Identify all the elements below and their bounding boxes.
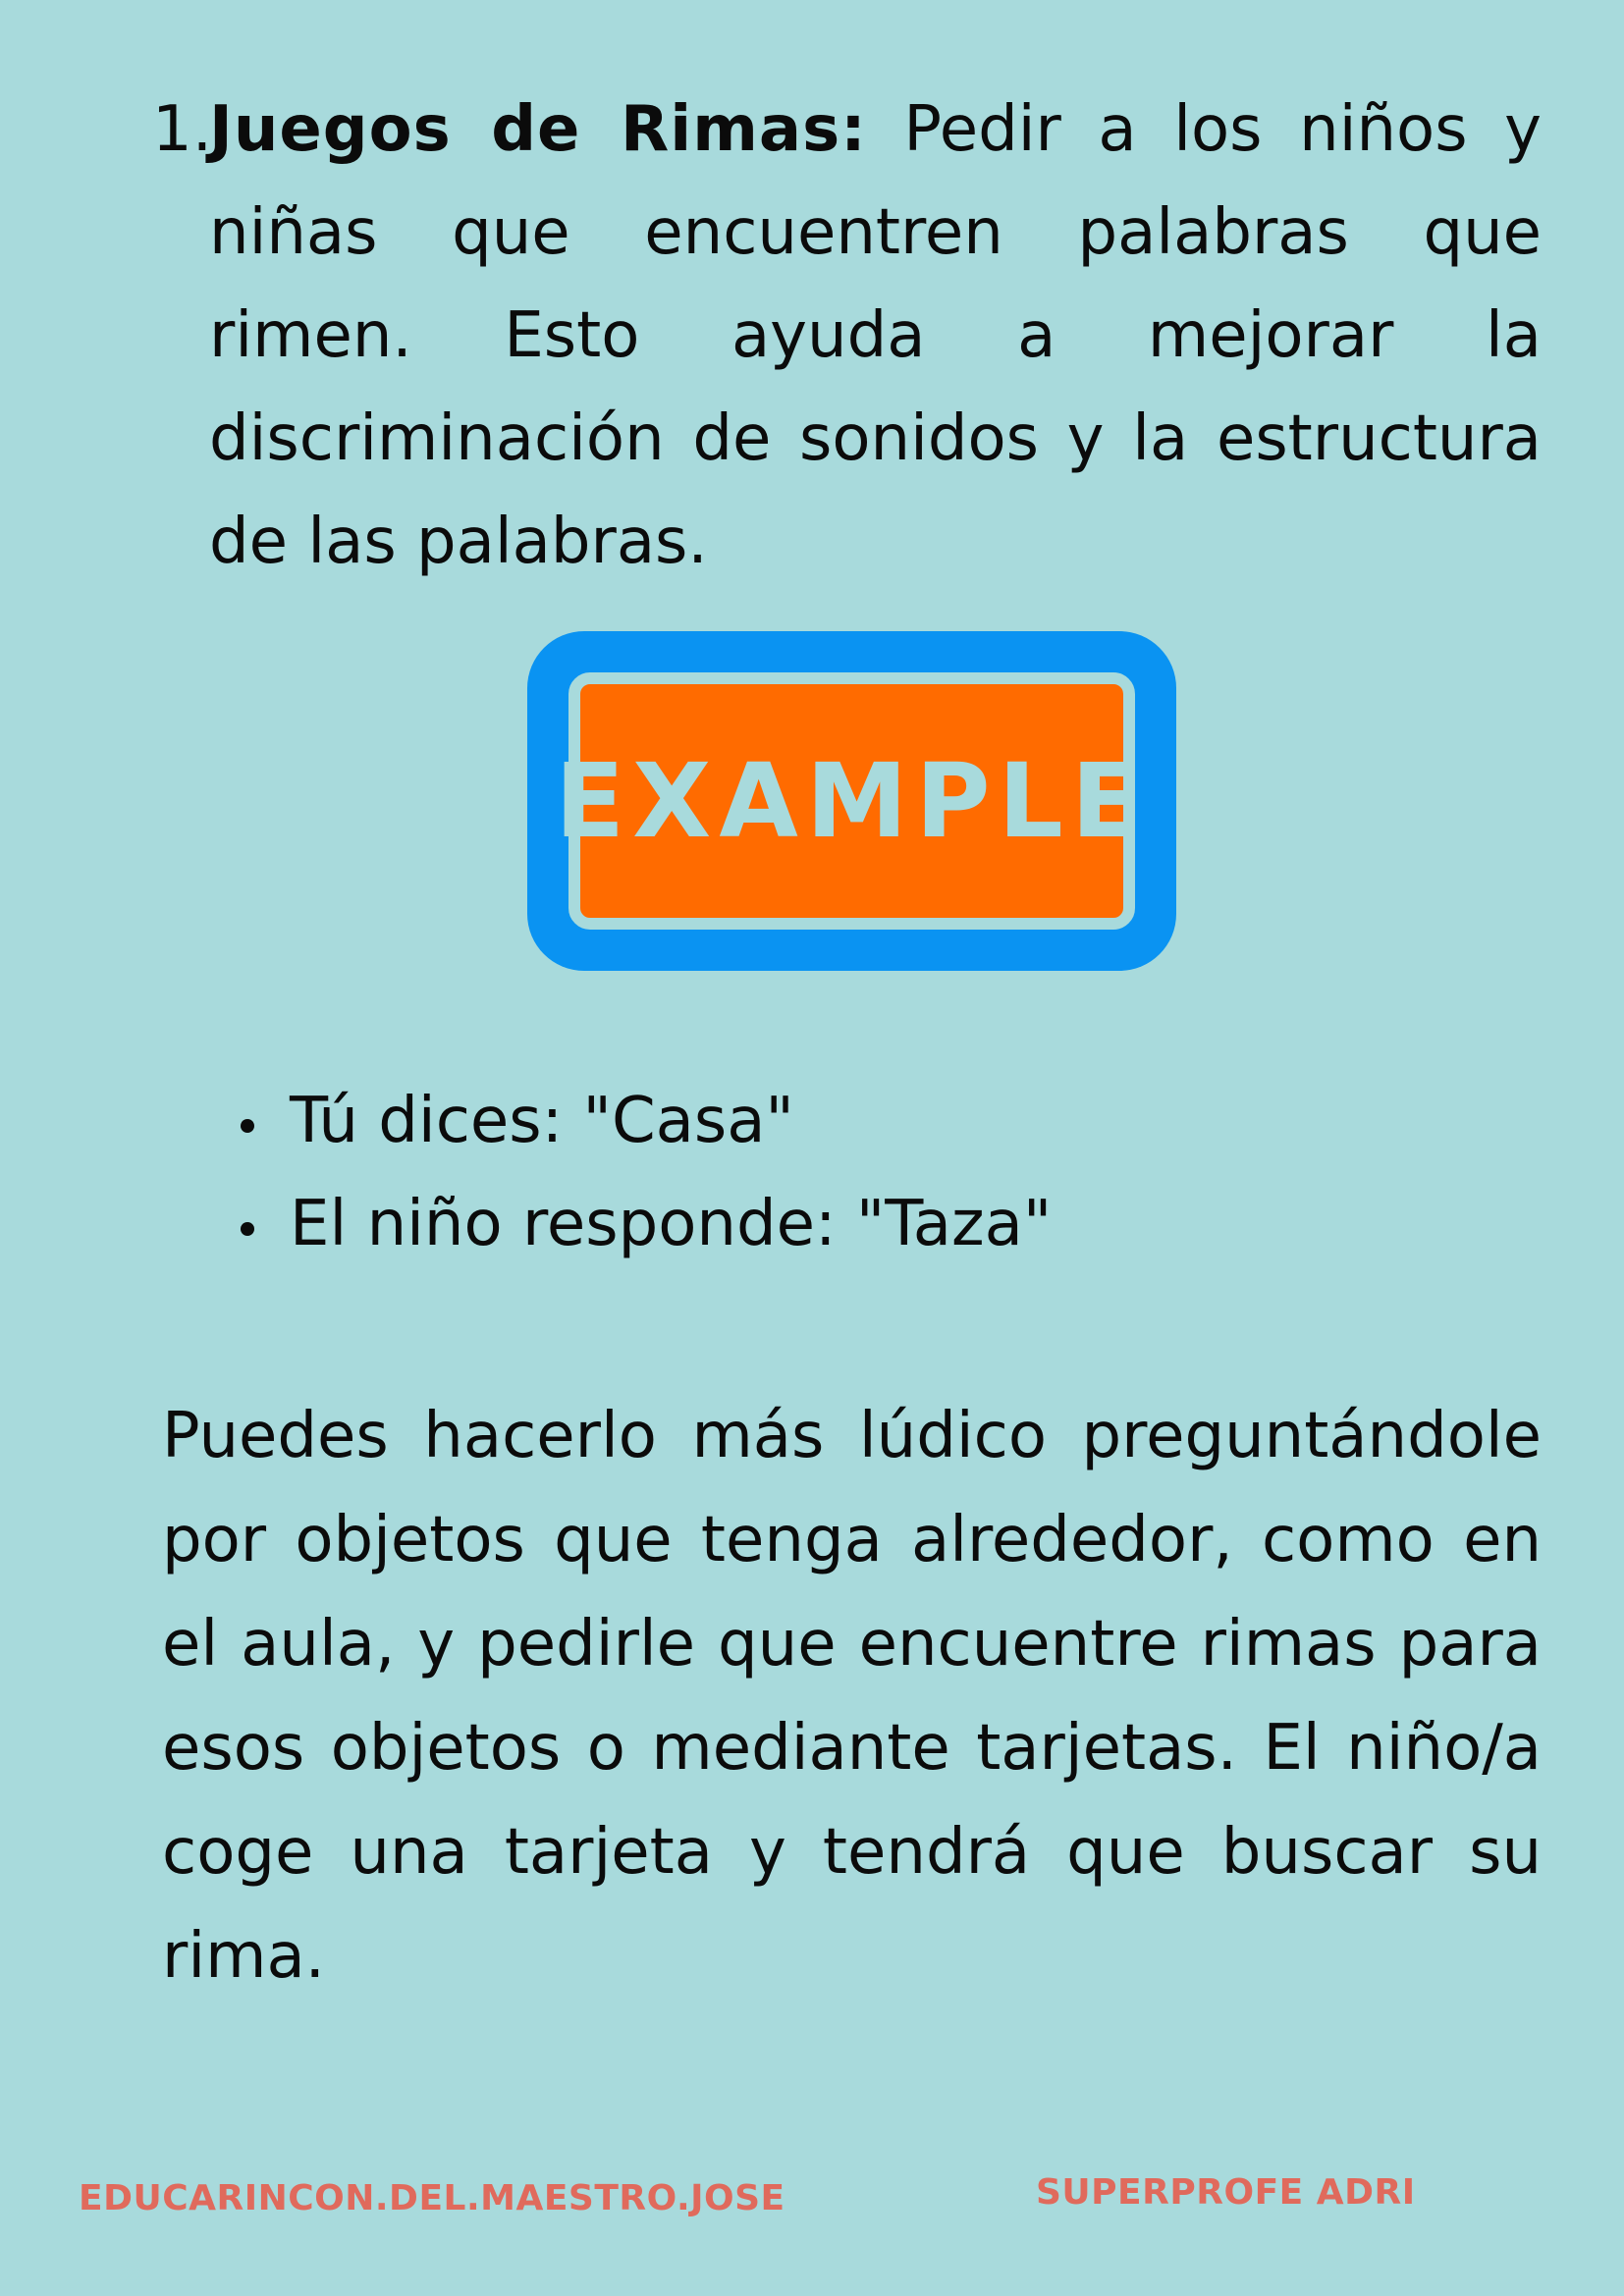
- credit-superprofe: SUPERPROFE ADRI: [1036, 2172, 1416, 2213]
- example-badge-inner: [555, 672, 1149, 930]
- example-badge: [527, 631, 1176, 971]
- list-item: [241, 1173, 1052, 1276]
- rhyme-games-section: [152, 79, 1542, 594]
- example-list: [241, 1070, 1052, 1276]
- section-title: Juegos de Rimas:: [209, 93, 867, 166]
- credit-educarincon: EDUCARINCON.DEL.MAESTRO.JOSE: [79, 2178, 785, 2218]
- list-item-text: Tú dices: "Casa": [290, 1085, 794, 1157]
- bullet-icon: [241, 1222, 254, 1236]
- bullet-icon: [241, 1119, 254, 1133]
- section-number: 1.: [152, 93, 213, 166]
- list-item-text: El niño responde: "Taza": [290, 1188, 1053, 1260]
- example-label: EXAMPLE: [555, 741, 1149, 861]
- section-text: Pedir a los niños y niñas que encuentren palabras que rimen. Esto ayuda a mejorar la discriminación de sonidos y la estructura de las palabras.: [209, 93, 1543, 578]
- section-body: [209, 79, 1542, 594]
- explanation-paragraph: Puedes hacerlo más lúdico preguntándole por objetos que tenga alrededor, como en el aula, y pedirle que encuentre rimas para esos objetos o mediante tarjetas. El niño/a coge una tarjeta y tendrá que buscar su rima.: [162, 1400, 1542, 1993]
- list-item: [241, 1070, 1052, 1173]
